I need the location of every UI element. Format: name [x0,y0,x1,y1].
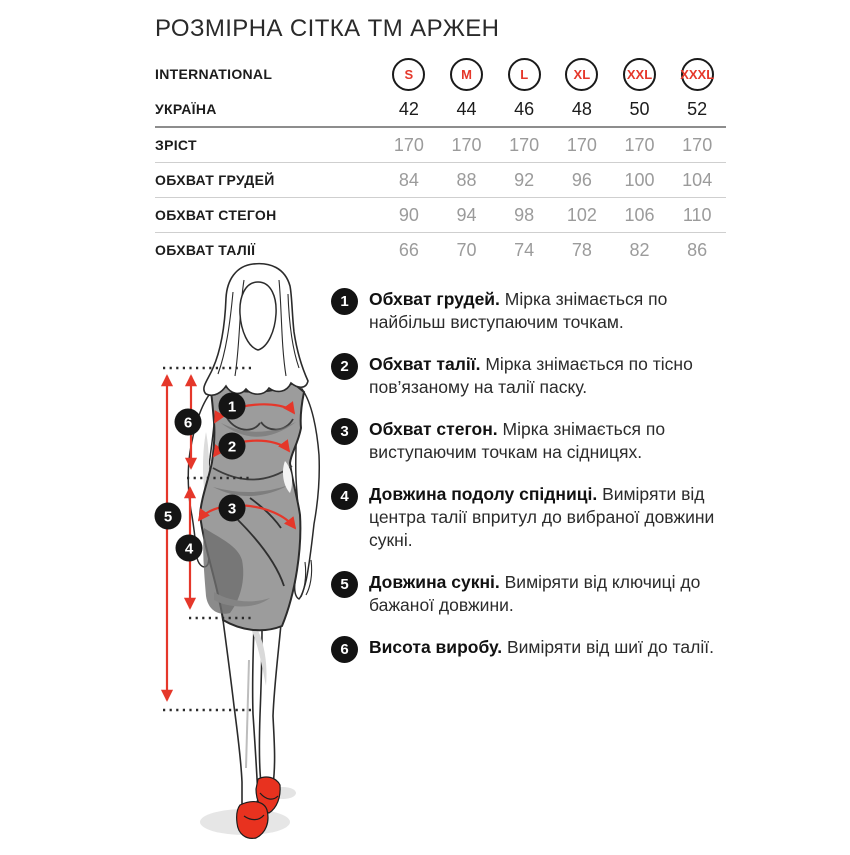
legend-number-badge: 1 [331,288,358,315]
measurement-legend [331,288,731,682]
size-circle-xxl: XXL [623,58,656,91]
svg-text:4: 4 [184,540,194,558]
cell-value: 170 [393,134,424,155]
legend-item-skirt-length [331,483,731,552]
svg-text:5: 5 [163,508,173,526]
legend-title: Довжина подолу спідниці. [369,484,598,504]
legend-item-chest [331,288,731,334]
cell-value: 102 [566,204,597,225]
row-label: ОБХВАТ СТЕГОН [155,207,277,223]
size-circle-s: S [392,58,425,91]
ukraine-size-value: 44 [456,98,477,119]
cell-value: 170 [451,134,482,155]
ukraine-size-value: 46 [514,98,535,119]
figure-marker-2 [219,433,246,460]
cell-value: 88 [456,169,477,190]
legend-desc: Мірка знімається по найбільш виступаючим точкам. [369,289,668,332]
svg-text:3: 3 [227,500,237,518]
figure-marker-6 [175,409,202,436]
legend-title: Обхват стегон. [369,419,498,439]
cell-value: 110 [682,204,712,225]
row-label: ЗРІСТ [155,137,197,153]
legend-number-badge: 2 [331,353,358,380]
row-label: ОБХВАТ ГРУДЕЙ [155,172,275,188]
cell-value: 96 [571,169,592,190]
cell-value: 170 [566,134,597,155]
legend-desc: Виміряти від ключиці до бажаної довжини. [369,572,701,615]
cell-value: 92 [514,169,535,190]
legend-item-product-height [331,636,731,663]
cell-value: 94 [456,204,477,225]
figure-marker-1 [219,393,246,420]
legend-title: Обхват грудей. [369,289,500,309]
row-label-ukraine: УКРАЇНА [155,101,217,117]
woman-dress-illustration [140,260,340,850]
legend-number-badge: 3 [331,418,358,445]
table-row-hips [155,197,726,232]
cell-value: 104 [682,169,713,190]
legend-number-badge: 4 [331,483,358,510]
table-row-height [155,128,726,162]
measurement-figure [140,260,340,850]
legend-title: Обхват талії. [369,354,481,374]
legend-title: Довжина сукні. [369,572,500,592]
table-row-ukraine [155,92,726,126]
figure-marker-4 [176,535,203,562]
legend-title: Висота виробу. [369,637,503,657]
size-circle-xxxl: XXXL [681,58,714,91]
cell-value: 90 [398,204,419,225]
size-table [155,56,726,267]
cell-value: 170 [624,134,655,155]
figure-marker-3 [219,495,246,522]
page-title: РОЗМІРНА СІТКА ТМ АРЖЕН [155,15,500,42]
ukraine-size-value: 48 [571,98,592,119]
legend-item-waist [331,353,731,399]
cell-value: 170 [682,134,713,155]
svg-text:1: 1 [227,398,237,416]
ukraine-size-value: 52 [687,98,708,119]
row-label: ОБХВАТ ТАЛІЇ [155,242,256,258]
legend-desc: Мірка знімається по тісно пов’язаному на талії паску. [369,354,693,397]
cell-value: 100 [624,169,655,190]
cell-value: 86 [687,239,708,260]
cell-value: 74 [514,239,535,260]
size-circle-m: M [450,58,483,91]
legend-item-dress-length [331,571,731,617]
cell-value: 70 [456,239,477,260]
svg-text:6: 6 [183,414,193,432]
size-circle-xl: XL [565,58,598,91]
legend-desc: Мірка знімається по виступаючим точкам на сідницях. [369,419,666,462]
figure-marker-5 [155,503,182,530]
ukraine-size-value: 42 [398,98,419,119]
size-circle-l: L [508,58,541,91]
legend-number-badge: 6 [331,636,358,663]
cell-value: 66 [398,239,419,260]
cell-value: 170 [509,134,540,155]
row-label-international: INTERNATIONAL [155,66,273,82]
cell-value: 78 [571,239,592,260]
legend-desc: Виміряти від центра талії впритул до вибраної довжини сукні. [369,484,715,550]
ukraine-size-value: 50 [629,98,650,119]
legend-item-hips [331,418,731,464]
cell-value: 106 [624,204,655,225]
cell-value: 98 [514,204,535,225]
legend-number-badge: 5 [331,571,358,598]
table-row-chest [155,162,726,197]
svg-text:2: 2 [227,438,237,456]
measurement-rows [155,126,726,267]
cell-value: 82 [629,239,650,260]
legend-desc: Виміряти від шиї до талії. [506,637,714,657]
cell-value: 84 [398,169,419,190]
table-row-international [155,56,726,92]
